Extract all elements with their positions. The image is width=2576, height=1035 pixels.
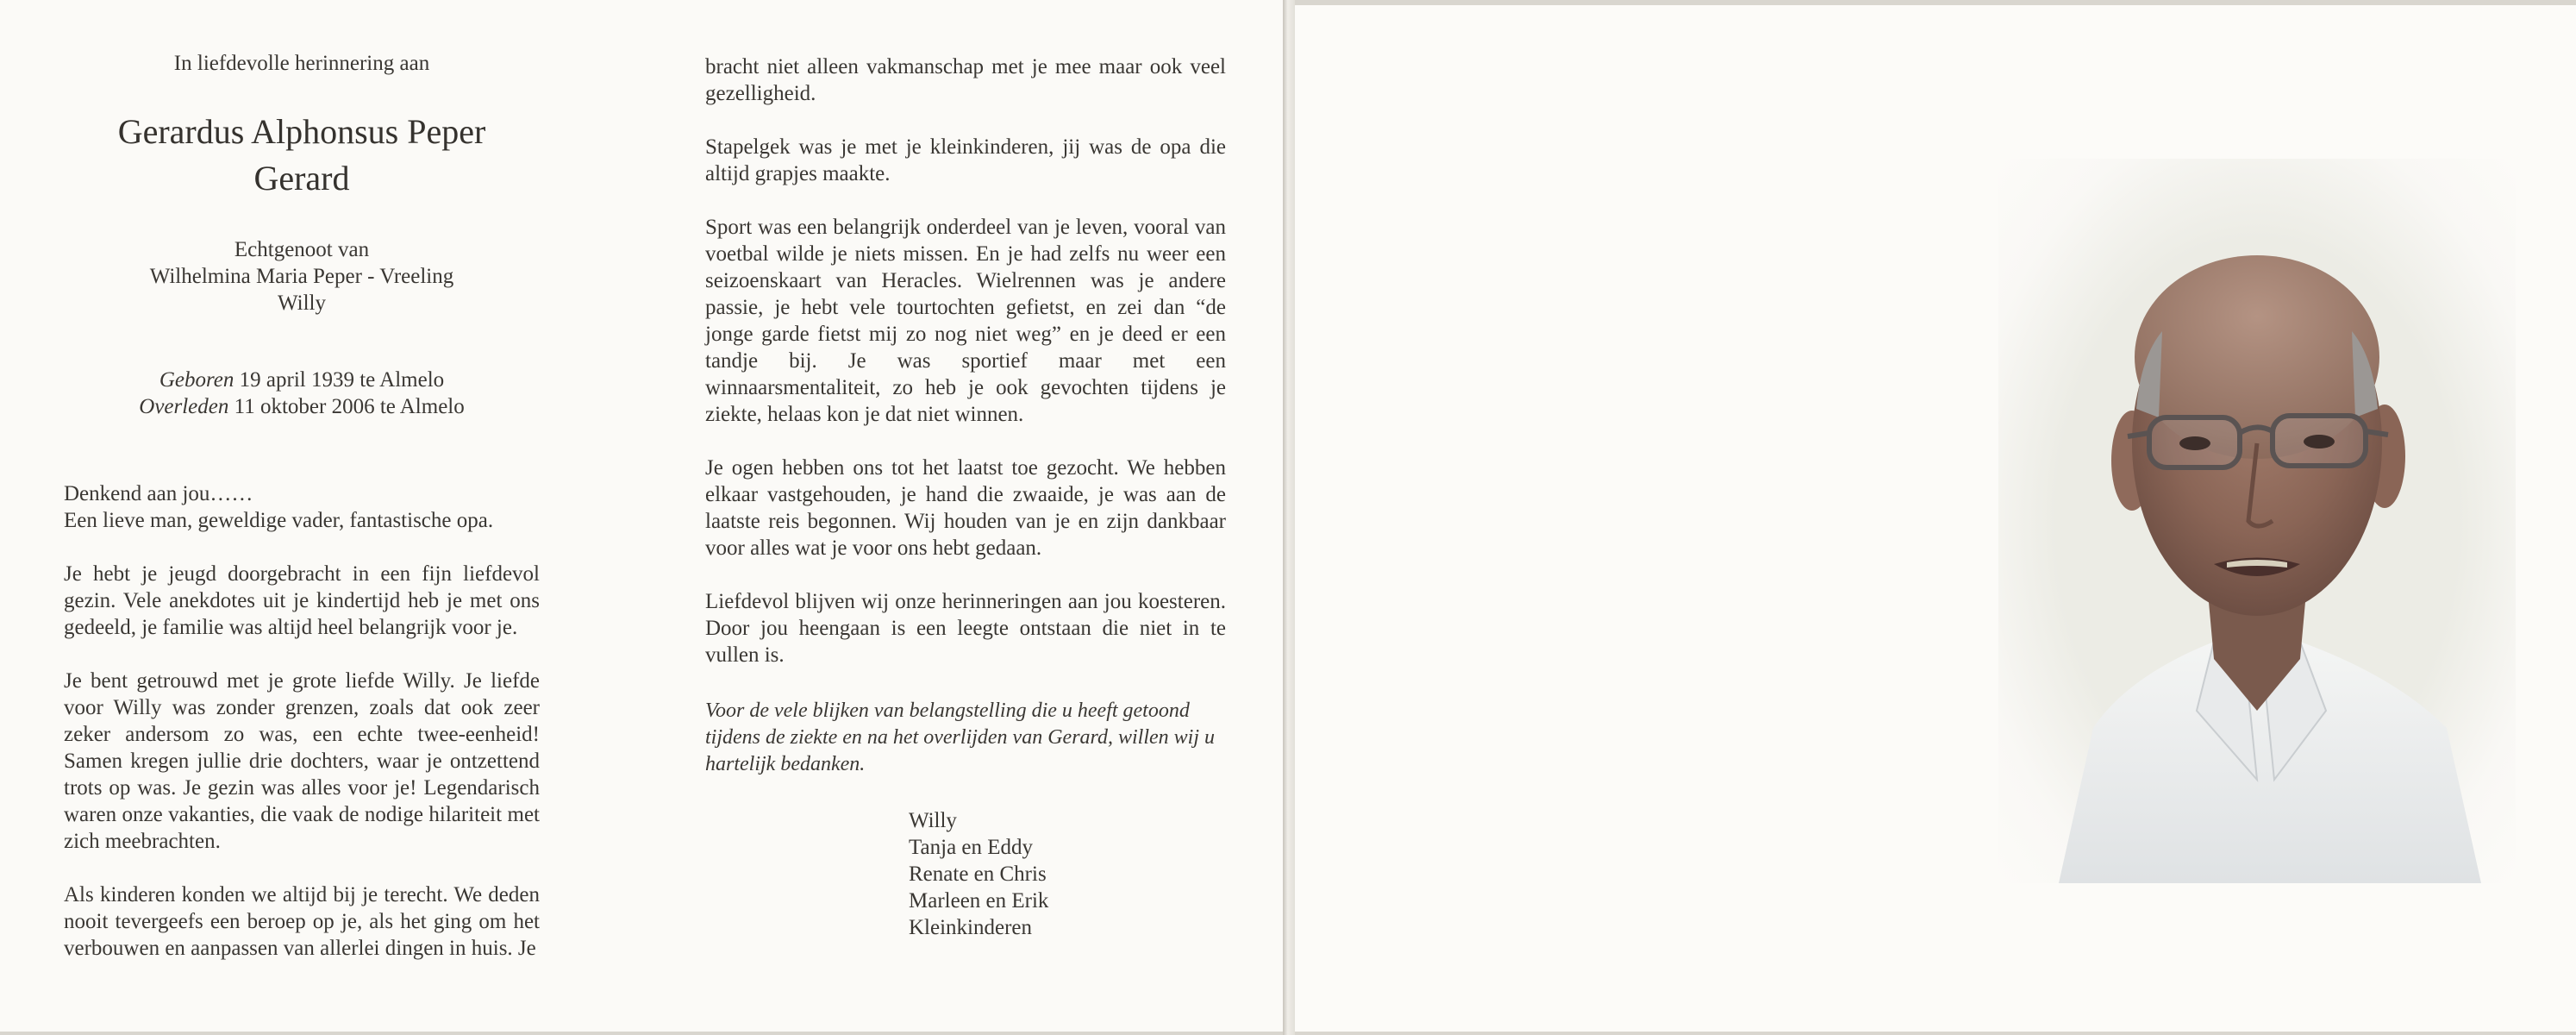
middle-column xyxy=(705,53,1226,941)
paragraph-memories: Liefdevol blijven wij onze herinneringen aan jou koesteren. Door jou heengaan is een leegte ontstaan die niet in te vullen is. xyxy=(705,590,1226,667)
opening-lines xyxy=(64,480,540,534)
death-line xyxy=(64,393,540,420)
card-fold xyxy=(1283,0,1295,1035)
paragraph-sport: Sport was een belangrijk onderdeel van je leven, vooral van voetbal wilde je niets missen. En je had zelfs nu weer een seizoenskaart van Heracles. Wielrennen was je andere passie, je hebt vele tourtochten gefietst, en zei dan “de jonge garde fietst mij zo nog niet weg” en je deed er een tandje bij. Je was sportief maar met een winnaarsmentaliteit, zo heb je ook gevochten tijdens je ziekte, helaas kon je dat niet winnen. xyxy=(705,216,1226,426)
died-label: Overleden xyxy=(139,395,229,418)
paragraph-youth: Je hebt je jeugd doorgebracht in een fijn liefdevol gezin. Vele anekdotes uit je kindertijd heb je met ons gedeeld, je familie was altijd heel belangrijk voor je. xyxy=(64,562,540,639)
signer: Marleen en Erik xyxy=(909,889,1049,913)
thank-you-note: Voor de vele blijken van belangstelling die u heeft getoond tijdens de ziekte en na het overlijden van Gerard, willen wij u hartelijk bedanken. xyxy=(705,699,1215,775)
portrait-photo xyxy=(1998,159,2516,883)
opening-line-1: Denkend aan jou…… xyxy=(64,482,253,505)
paragraph-children: Als kinderen konden we altijd bij je terecht. We deden nooit tevergeefs een beroep op je, als het ging om het verbouwen en aanpassen van allerlei dingen in huis. Je xyxy=(64,883,540,960)
paragraph-grandchildren: Stapelgek was je met je kleinkinderen, jij was de opa die altijd grapjes maakte. xyxy=(705,135,1226,185)
spouse-block xyxy=(64,236,540,317)
glasses-temple-right xyxy=(2366,431,2388,435)
signer: Tanja en Eddy xyxy=(909,836,1034,859)
spouse-name: Wilhelmina Maria Peper - Vreeling xyxy=(149,265,454,288)
birth-line xyxy=(64,367,540,393)
died-text: 11 oktober 2006 te Almelo xyxy=(234,395,465,418)
life-dates xyxy=(64,367,540,420)
right-eye xyxy=(2304,435,2335,448)
born-text: 19 april 1939 te Almelo xyxy=(239,368,445,392)
card-back-page xyxy=(1295,5,2576,1032)
deceased-name xyxy=(64,109,540,202)
paragraph-last-journey: Je ogen hebben ons tot het laatst toe gezocht. We hebben elkaar vastgehouden, je hand die zwaaide, je was aan de laatste reis begonnen. Wij houden van je en zijn dankbaar voor alles wat je voor ons hebt gedaan. xyxy=(705,456,1226,560)
signer: Willy xyxy=(909,809,957,832)
born-label: Geboren xyxy=(159,368,234,392)
call-name: Gerard xyxy=(253,159,350,198)
glasses-temple-left xyxy=(2128,433,2149,436)
signer: Kleinkinderen xyxy=(909,916,1033,939)
signer: Renate en Chris xyxy=(909,862,1047,886)
opening-line-2: Een lieve man, geweldige vader, fantastische opa. xyxy=(64,509,494,532)
paragraph-craftsmanship: bracht niet alleen vakmanschap met je mee maar ook veel gezelligheid. xyxy=(705,55,1226,105)
signers-list xyxy=(909,807,1226,941)
intro-line: In liefdevolle herinnering aan xyxy=(173,52,430,75)
portrait-illustration xyxy=(1998,159,2516,883)
spouse-call-name: Willy xyxy=(278,292,326,315)
paragraph-marriage: Je bent getrouwd met je grote liefde Willy. Je liefde voor Willy was zonder grenzen, zoals dat ook zeer zeker andersom zo was, een echte twee-eenheid! Samen kregen jullie drie dochters, waar je ontzettend trots op was. Je gezin was alles voor je! Legendarisch waren onze vakanties, die vaak de nodige hilariteit met zich meebrachten. xyxy=(64,669,540,853)
spouse-label: Echtgenoot van xyxy=(234,238,370,261)
card-inner-spread xyxy=(0,0,1284,1032)
left-column xyxy=(64,52,540,988)
left-eye xyxy=(2179,436,2210,450)
full-name: Gerardus Alphonsus Peper xyxy=(117,112,486,151)
